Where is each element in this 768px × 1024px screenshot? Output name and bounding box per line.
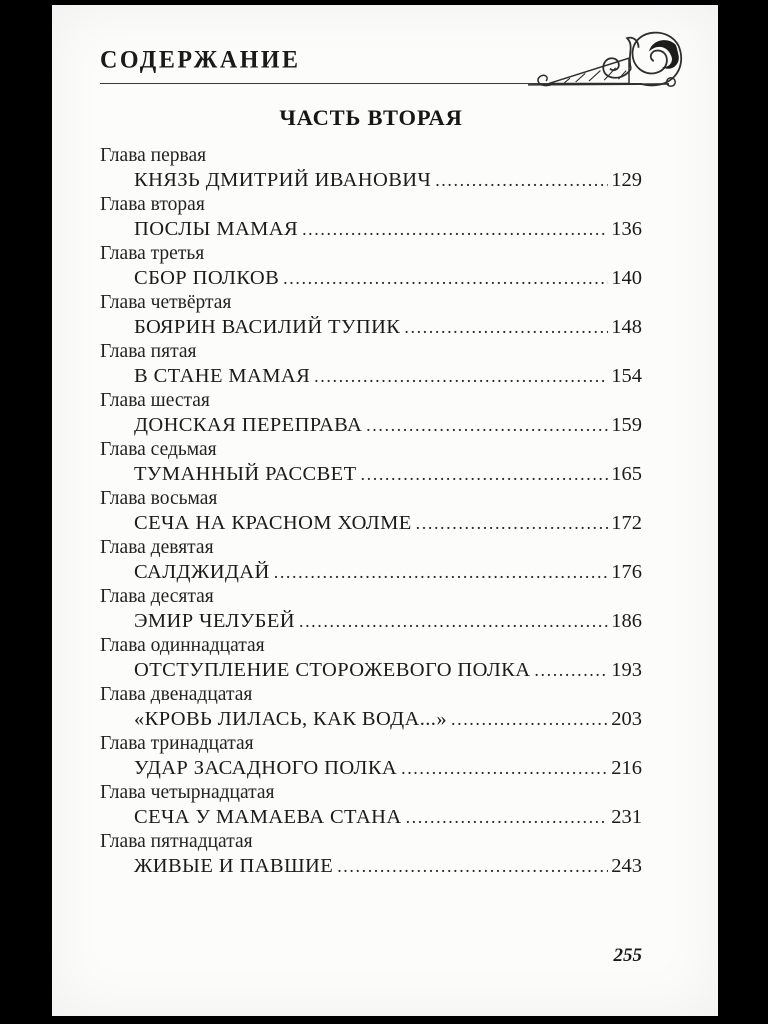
chapter-title: САЛДЖИДАЙ	[134, 561, 270, 583]
dot-leader	[302, 217, 608, 241]
dot-leader	[274, 560, 609, 584]
toc-entry	[100, 388, 642, 437]
toc-entry	[100, 829, 642, 878]
chapter-label: Глава восьмая	[100, 488, 218, 509]
toc-entry	[100, 633, 642, 682]
dot-leader	[406, 805, 609, 829]
chapter-title-row	[100, 511, 642, 535]
dot-leader	[435, 168, 608, 192]
chapter-label: Глава одиннадцатая	[100, 635, 265, 656]
toc-entry	[100, 682, 642, 731]
chapter-label: Глава двенадцатая	[100, 684, 253, 705]
chapter-label: Глава шестая	[100, 390, 210, 411]
chapter-title: ЭМИР ЧЕЛУБЕЙ	[134, 610, 295, 632]
chapter-title-row	[100, 609, 642, 633]
dot-leader	[314, 364, 608, 388]
toc-entry	[100, 780, 642, 829]
chapter-title-row	[100, 854, 642, 878]
toc-entry	[100, 584, 642, 633]
chapter-page-number: 193	[611, 659, 642, 681]
chapter-page-number: 176	[611, 561, 642, 583]
chapter-title-row	[100, 560, 642, 584]
chapter-page-number: 186	[611, 610, 642, 632]
folio-page-number: 255	[613, 945, 642, 966]
toc-entry	[100, 339, 642, 388]
part-title: ЧАСТЬ ВТОРАЯ	[279, 105, 463, 130]
chapter-title: В СТАНЕ МАМАЯ	[134, 365, 311, 387]
chapter-title: «КРОВЬ ЛИЛАСЬ, КАК ВОДА...»	[134, 708, 447, 730]
chapter-page-number: 154	[611, 365, 642, 387]
chapter-page-number: 231	[611, 806, 642, 828]
chapter-title: СЕЧА НА КРАСНОМ ХОЛМЕ	[134, 512, 412, 534]
chapter-page-number: 243	[611, 855, 642, 877]
chapter-title-row	[100, 658, 642, 682]
chapter-title: ОТСТУПЛЕНИЕ СТОРОЖЕВОГО ПОЛКА	[134, 659, 531, 681]
dot-leader	[404, 315, 608, 339]
dot-leader	[416, 511, 609, 535]
chapter-label: Глава пятая	[100, 341, 197, 362]
chapter-label: Глава седьмая	[100, 439, 217, 460]
chapter-title-row	[100, 756, 642, 780]
dot-leader	[337, 854, 608, 878]
toc-entry	[100, 535, 642, 584]
contents-title: СОДЕРЖАНИЕ	[100, 46, 301, 74]
chapter-page-number: 129	[611, 169, 642, 191]
chapter-title-row	[100, 315, 642, 339]
table-of-contents	[100, 143, 642, 878]
dot-leader	[361, 462, 609, 486]
chapter-title-row	[100, 266, 642, 290]
chapter-title-row	[100, 413, 642, 437]
chapter-page-number: 140	[611, 267, 642, 289]
flourish-ornament-icon	[528, 28, 690, 96]
chapter-title: ПОСЛЫ МАМАЯ	[134, 218, 299, 240]
chapter-title-row	[100, 462, 642, 486]
dot-leader	[283, 266, 608, 290]
dot-leader	[534, 658, 608, 682]
chapter-label: Глава четырнадцатая	[100, 782, 275, 803]
dot-leader	[451, 707, 608, 731]
contents-header	[100, 47, 642, 84]
chapter-page-number: 165	[611, 463, 642, 485]
toc-entry	[100, 437, 642, 486]
chapter-label: Глава пятнадцатая	[100, 831, 253, 852]
dot-leader	[366, 413, 608, 437]
chapter-title: ДОНСКАЯ ПЕРЕПРАВА	[134, 414, 363, 436]
chapter-page-number: 203	[611, 708, 642, 730]
chapter-page-number: 216	[611, 757, 642, 779]
chapter-title-row	[100, 217, 642, 241]
chapter-label: Глава десятая	[100, 586, 214, 607]
chapter-title: УДАР ЗАСАДНОГО ПОЛКА	[134, 757, 398, 779]
chapter-title-row	[100, 707, 642, 731]
toc-entry	[100, 241, 642, 290]
toc-entry	[100, 192, 642, 241]
chapter-label: Глава тринадцатая	[100, 733, 254, 754]
chapter-label: Глава четвёртая	[100, 292, 232, 313]
chapter-title: БОЯРИН ВАСИЛИЙ ТУПИК	[134, 316, 401, 338]
chapter-title-row	[100, 805, 642, 829]
chapter-page-number: 172	[611, 512, 642, 534]
chapter-title: СЕЧА У МАМАЕВА СТАНА	[134, 806, 402, 828]
chapter-page-number: 159	[611, 414, 642, 436]
chapter-label: Глава девятая	[100, 537, 214, 558]
chapter-label: Глава вторая	[100, 194, 205, 215]
chapter-label: Глава третья	[100, 243, 205, 264]
chapter-title: СБОР ПОЛКОВ	[134, 267, 280, 289]
chapter-page-number: 148	[611, 316, 642, 338]
chapter-label: Глава первая	[100, 145, 207, 166]
dot-leader	[299, 609, 608, 633]
toc-entry	[100, 143, 642, 192]
chapter-page-number: 136	[611, 218, 642, 240]
toc-entry	[100, 290, 642, 339]
book-page	[52, 5, 718, 1016]
chapter-title-row	[100, 364, 642, 388]
chapter-title: ТУМАННЫЙ РАССВЕТ	[134, 463, 357, 485]
chapter-title: КНЯЗЬ ДМИТРИЙ ИВАНОВИЧ	[134, 169, 432, 191]
chapter-title-row	[100, 168, 642, 192]
toc-entry	[100, 486, 642, 535]
chapter-title: ЖИВЫЕ И ПАВШИЕ	[134, 855, 334, 877]
dot-leader	[401, 756, 608, 780]
toc-entry	[100, 731, 642, 780]
